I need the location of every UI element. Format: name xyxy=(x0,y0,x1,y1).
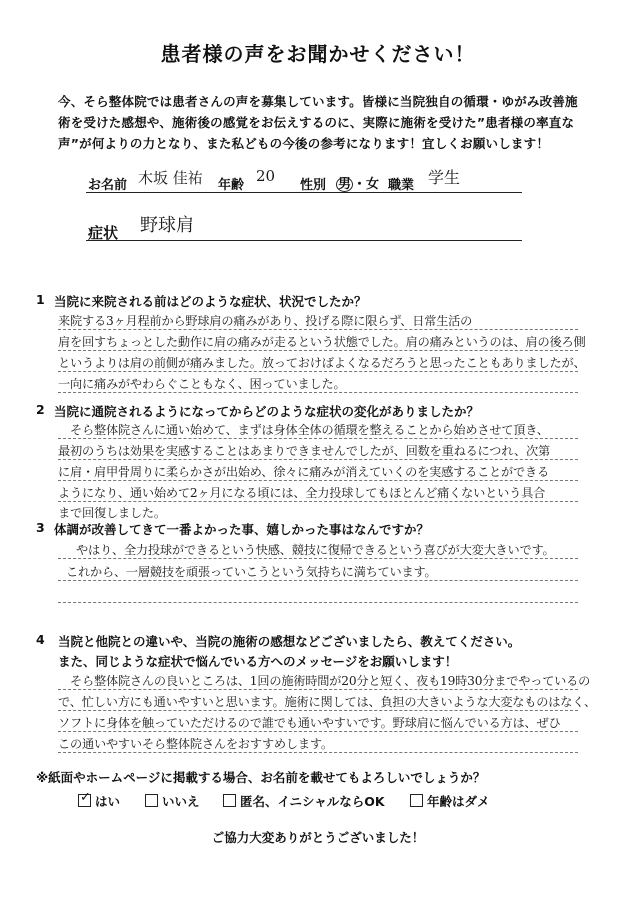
q3-ruled-line xyxy=(58,580,578,581)
checkbox-yes[interactable] xyxy=(78,790,91,807)
checkbox-no-age[interactable] xyxy=(410,794,423,807)
name-value[interactable]: 木坂 佳祐 xyxy=(138,169,203,187)
q3-ruled-line xyxy=(58,602,578,603)
gender-label: 性別 xyxy=(300,178,327,193)
q2-answer-line-1: そら整体院さんに通い始めて、まずは身体全体の循環を整えることから始めさせて頂き、 xyxy=(70,423,549,437)
q4-answer-line-1: そら整体院さんの良いところは、1回の施術時間が20分と短く、夜も19時30分までやっているの xyxy=(70,674,591,688)
q2-ruled-line xyxy=(58,480,578,481)
q4-question: 当院と他院との違いや、当院の施術の感想などございましたら、教えてください。 xyxy=(58,634,521,649)
page-title: 患者様の声をお聞かせください！ xyxy=(160,42,476,66)
q2-answer-line-4: ようになり、通い始めて2ヶ月になる頃には、全力投球してもほとんど痛くないという具合 xyxy=(58,486,546,500)
q2-answer-line-5: まで回復しました。 xyxy=(58,506,166,520)
q1-ruled-line xyxy=(58,392,578,393)
job-value[interactable]: 学生 xyxy=(428,168,461,187)
intro-line-2: 術を受けた感想や、施術後の感覚をお伝えするのに、実際に施術を受けた”患者様の率直な xyxy=(58,115,575,130)
consent-option-label: 年齢はダメ xyxy=(427,794,490,809)
q4-ruled-line xyxy=(58,689,578,690)
q2-answer-line-3: に肩・肩甲骨周りに柔らかさが出始め、徐々に痛みが消えていくのを実感することができる xyxy=(58,465,549,479)
job-label: 職業 xyxy=(388,178,415,193)
q2-question: 当院に通院されるようになってからどのような症状の変化がありましたか？ xyxy=(54,404,480,419)
consent-option-label: いいえ xyxy=(162,794,200,809)
gender-options[interactable] xyxy=(336,173,379,192)
q1-ruled-line xyxy=(58,371,578,372)
q2-ruled-line xyxy=(58,438,578,439)
q4-answer-line-2: で、忙しい方にも通いやすいと思います。施術に関しては、負担の大きいような大変なものはなく、 xyxy=(58,695,596,709)
consent-option-anonymous[interactable] xyxy=(223,792,385,810)
q4-ruled-line xyxy=(58,710,578,711)
symptom-underline xyxy=(86,240,522,241)
thanks-message: ご協力大変ありがとうございました！ xyxy=(211,830,425,845)
symptom-value[interactable]: 野球肩 xyxy=(140,215,194,236)
consent-option-yes[interactable] xyxy=(78,792,120,810)
q2-number: 2 xyxy=(36,402,45,417)
q4-number: 4 xyxy=(36,632,45,647)
q1-ruled-line xyxy=(58,329,578,330)
gender-male-option[interactable]: 男 xyxy=(338,177,352,192)
q1-answer-line-2: 肩を回すちょっとした動作に肩の痛みが走るという状態でした。肩の痛みというのは、肩の後ろ側 xyxy=(58,335,586,349)
q2-answer-line-2: 最初のうちは効果を実感することはあまりできませんでしたが、回数を重ねるにつれ、次第 xyxy=(58,444,550,458)
q4-ruled-line xyxy=(58,752,578,753)
q2-ruled-line xyxy=(58,501,578,502)
q3-answer-line-1: やはり、全力投球ができるという快感、競技に復帰できるという喜びが大変大きいです。 xyxy=(76,543,555,557)
consent-option-label: 匿名、イニシャルならOK xyxy=(240,794,385,809)
gender-separator: ・ xyxy=(353,177,367,192)
q1-number: 1 xyxy=(36,292,45,307)
q4-ruled-line xyxy=(58,731,578,732)
symptom-label: 症状 xyxy=(88,224,119,242)
q3-ruled-line xyxy=(58,558,578,559)
consent-question: ※紙面やホームページに掲載する場合、お名前を載せてもよろしいでしょうか？ xyxy=(36,770,486,785)
age-label: 年齢 xyxy=(218,178,245,193)
q3-answer-line-2: これから、一層競技を頑張っていこうという気持ちに満ちています。 xyxy=(66,565,437,579)
q4-question-line-2: また、同じような症状で悩んでいる方へのメッセージをお願いします！ xyxy=(58,654,458,669)
intro-line-1: 今、そら整体院では患者さんの声を募集しています。皆様に当院独自の循環・ゆがみ改善施 xyxy=(58,94,578,109)
checkbox-anonymous[interactable] xyxy=(223,794,236,807)
age-value[interactable]: 20 xyxy=(256,167,276,185)
gender-female-option[interactable]: 女 xyxy=(366,177,380,192)
consent-option-no[interactable] xyxy=(145,792,200,810)
profile-underline xyxy=(86,192,522,193)
q2-ruled-line xyxy=(58,459,578,460)
q3-number: 3 xyxy=(36,520,45,535)
checkbox-no[interactable] xyxy=(145,794,158,807)
q1-ruled-line xyxy=(58,350,578,351)
consent-option-no-age[interactable] xyxy=(410,792,490,810)
consent-option-label: はい xyxy=(95,794,121,809)
q1-answer-line-4: 一向に痛みがやわらぐこともなく、困っていました。 xyxy=(58,377,346,391)
q4-answer-line-3: ソフトに身体を触っていただけるので誰でも通いやすいです。野球肩に悩んでいる方は、ぜひ xyxy=(58,716,561,730)
q3-question: 体調が改善してきて一番よかった事、嬉しかった事はなんですか？ xyxy=(54,522,430,537)
q4-answer-line-4: この通いやすいそら整体院さんをおすすめします。 xyxy=(58,737,333,751)
q1-answer-line-1: 来院する3ヶ月程前から野球肩の痛みがあり、投げる際に限らず、日常生活の xyxy=(58,314,473,328)
name-label: お名前 xyxy=(88,178,128,193)
check-icon: ✓ xyxy=(80,790,91,805)
q1-question: 当院に来院される前はどのような症状、状況でしたか？ xyxy=(54,294,367,309)
intro-line-3: 声”が何よりの力となり、また私どもの今後の参考になります！宜しくお願いします！ xyxy=(58,136,550,151)
q1-answer-line-3: というよりは肩の前側が痛みました。放っておけばよくなるだろうと思ったこともありましたが、 xyxy=(58,356,586,370)
